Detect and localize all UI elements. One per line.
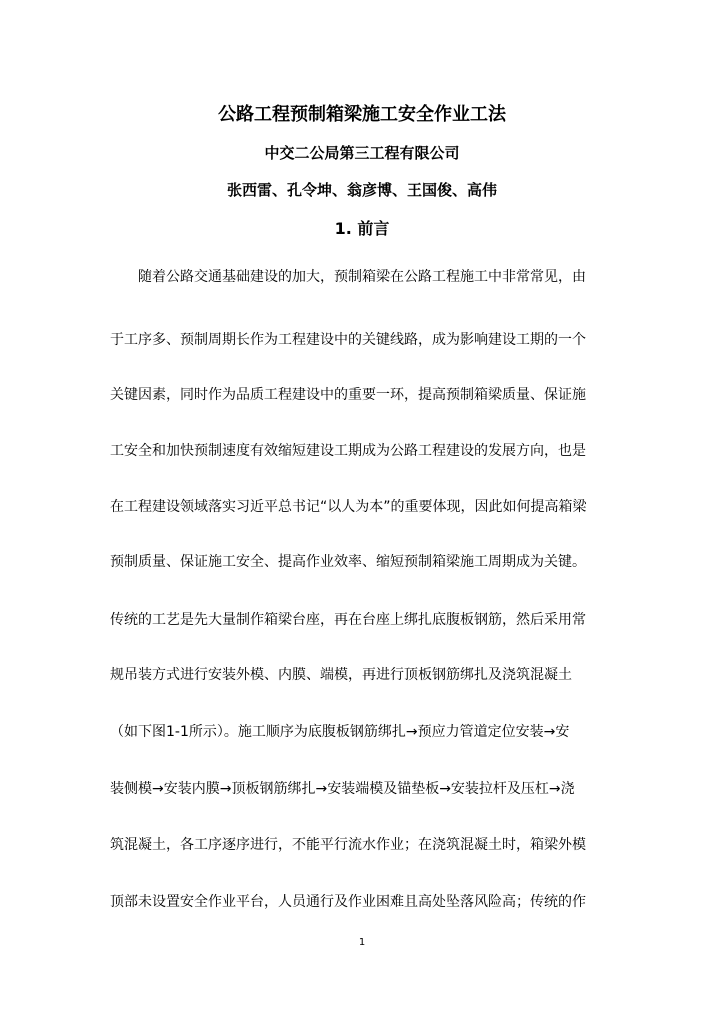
paragraph-line: 筑混凝土，各工序逐序进行，不能平行流水作业；在浇筑混凝土时，箱梁外模 — [110, 837, 586, 853]
section-heading: 1. 前言 — [334, 219, 390, 238]
paragraph-line: 在工程建设领域落实习近平总书记“以人为本”的重要体现，因此如何提高箱梁 — [110, 499, 587, 515]
paragraph-line: 关键因素，同时作为品质工程建设中的重要一环，提高预制箱梁质量、保证施 — [110, 387, 586, 403]
paragraph-line: 于工序多、预制周期长作为工程建设中的关键线路，成为影响建设工期的一个 — [110, 332, 586, 348]
document-title: 公路工程预制箱梁施工安全作业工法 — [218, 104, 506, 125]
company-name: 中交二公局第三工程有限公司 — [264, 144, 460, 162]
paragraph-line: 装侧模→安装内膜→顶板钢筋绑扎→安装端模及锚垫板→安装拉杆及压杠→浇 — [110, 781, 575, 797]
paragraph-line: 工安全和加快预制速度有效缩短建设工期成为公路工程建设的发展方向，也是 — [110, 443, 586, 459]
paragraph-line: （如下图1-1所示）。施工顺序为底腹板钢筋绑扎→预应力管道定位安装→安 — [110, 724, 570, 740]
paragraph-line: 预制质量、保证施工安全、提高作业效率、缩短预制箱梁施工周期成为关键。 — [110, 554, 586, 570]
paragraph-line: 规吊装方式进行安装外模、内膜、端模，再进行顶板钢筋绑扎及浇筑混凝土 — [110, 667, 572, 683]
author-list: 张西雷、孔令坤、翁彦博、王国俊、高伟 — [226, 181, 497, 199]
paragraph-line: 随着公路交通基础建设的加大，预制箱梁在公路工程施工中非常常见，由 — [138, 269, 586, 285]
paragraph-line: 顶部未设置安全作业平台，人员通行及作业困难且高处坠落风险高；传统的作 — [110, 894, 586, 910]
paragraph-line: 传统的工艺是先大量制作箱梁台座，再在台座上绑扎底腹板钢筋，然后采用常 — [110, 612, 586, 628]
page-number: 1 — [358, 937, 366, 948]
